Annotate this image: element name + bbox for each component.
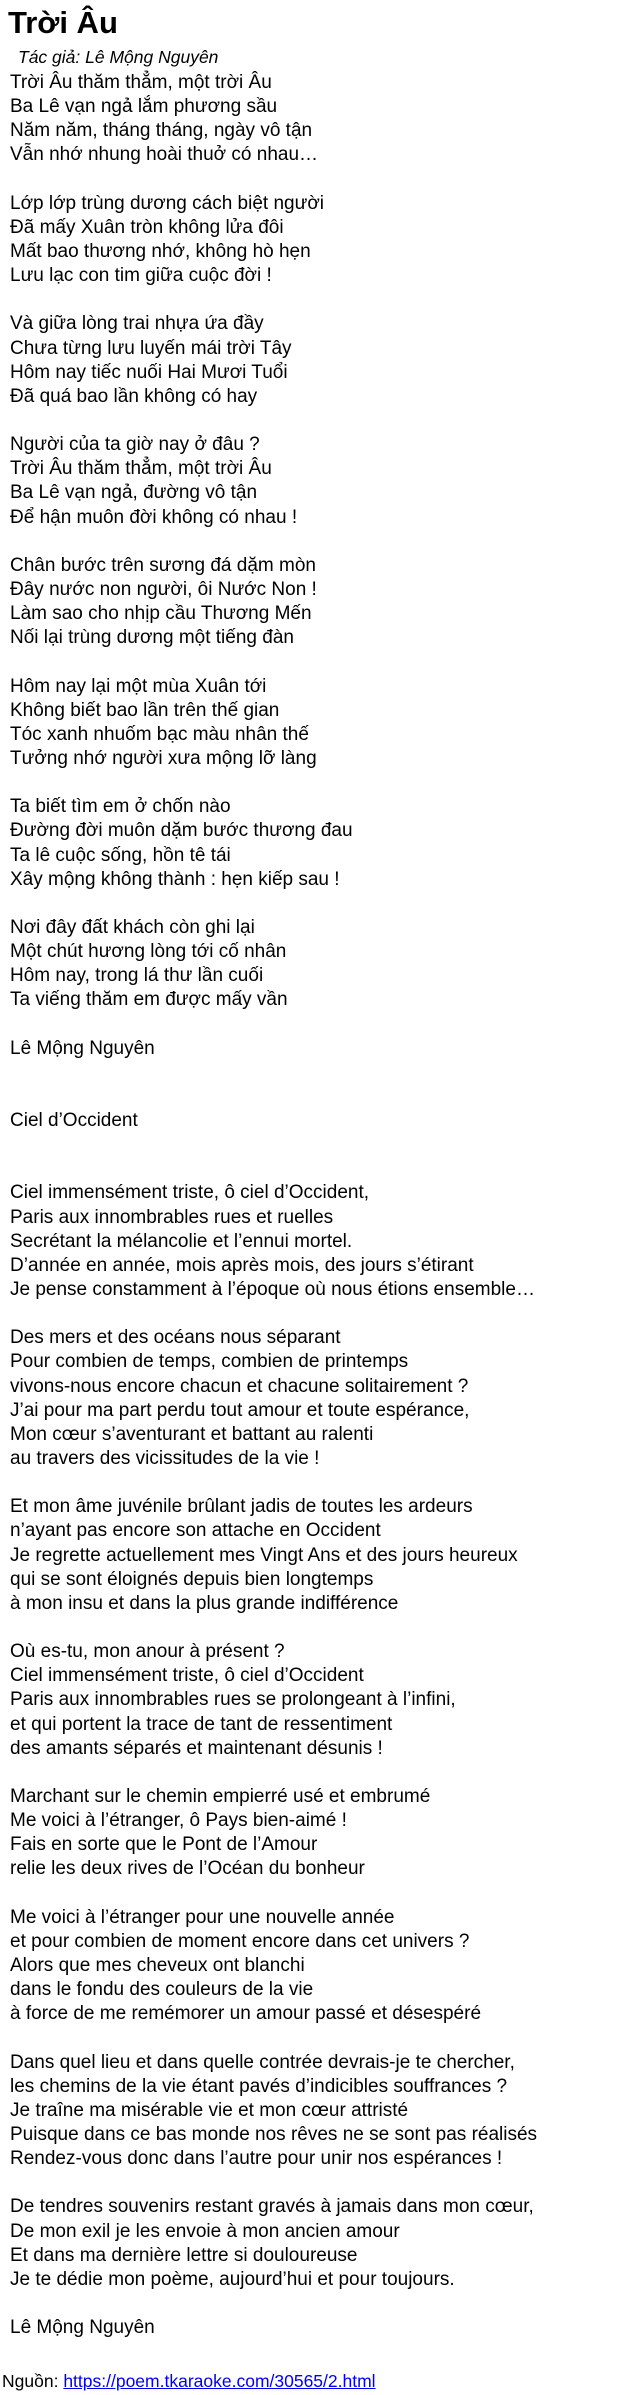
poem-line: Không biết bao lần trên thế gian (10, 699, 280, 721)
blank-line (10, 771, 537, 795)
poem-line: Đã quá bao lần không có hay (10, 385, 258, 407)
poem-line: Ciel immensément triste, ô ciel d’Occident (10, 1665, 364, 1687)
blank-line (10, 1302, 537, 1326)
poem-line: à mon insu et dans la plus grande indifférence (10, 1592, 399, 1614)
author-label: Tác giả: (18, 47, 81, 67)
poem-line: Dans quel lieu et dans quelle contrée devrais-je te chercher, (10, 2051, 515, 2073)
poem-line: Người của ta giờ nay ở đâu ? (10, 434, 260, 456)
poem-line: Lưu lạc con tim giữa cuộc đời ! (10, 265, 272, 287)
poem-line: Để hận muôn đời không có nhau ! (10, 506, 298, 528)
blank-line (10, 1471, 537, 1495)
poem-line: Je te dédie mon poème, aujourd’hui et pour toujours. (10, 2268, 455, 2290)
author-name: Lê Mộng Nguyên (85, 47, 219, 67)
poem-line: Alors que mes cheveux ont blanchi (10, 1954, 305, 1976)
author-line (18, 46, 218, 68)
blank-line (10, 1616, 537, 1640)
poem-line: D’année en année, mois après mois, des jours s’étirant (10, 1254, 474, 1276)
poem-line: Paris aux innombrables rues se prolongeant à l’infini, (10, 1689, 456, 1711)
poem-line: Tưởng nhớ người xưa mộng lỡ làng (10, 747, 317, 769)
poem-line: J’ai pour ma part perdu tout amour et toute espérance, (10, 1399, 470, 1421)
poem-line: Lê Mộng Nguyên (10, 1037, 155, 1059)
poem-title: Trời Âu (8, 5, 118, 40)
poem-line: Pour combien de temps, combien de printemps (10, 1351, 409, 1373)
poem-line: Làm sao cho nhịp cầu Thương Mến (10, 603, 312, 625)
blank-line (10, 1157, 537, 1181)
blank-line (10, 1012, 537, 1036)
source-link[interactable]: https://poem.tkaraoke.com/30565/2.html (63, 2371, 376, 2391)
blank-line (10, 1085, 537, 1109)
blank-line (10, 168, 537, 192)
poem-line: n’ayant pas encore son attache en Occident (10, 1520, 381, 1542)
poem-line: Chưa từng lưu luyến mái trời Tây (10, 337, 292, 359)
poem-line: Mất bao thương nhớ, không hò hẹn (10, 240, 311, 262)
blank-line (10, 288, 537, 312)
poem-line: Ba Lê vạn ngả, đường vô tận (10, 482, 258, 504)
poem-line: relie les deux rives de l’Océan du bonheur (10, 1858, 365, 1880)
poem-line: Đây nước non người, ôi Nước Non ! (10, 578, 317, 600)
poem-line: Fais en sorte que le Pont de l’Amour (10, 1834, 318, 1856)
poem-line: Nối lại trùng dương một tiếng đàn (10, 627, 294, 649)
poem-line: Je regrette actuellement mes Vingt Ans et des jours heureux (10, 1544, 518, 1566)
poem-line: Lớp lớp trùng dương cách biệt người (10, 192, 325, 214)
poem-line: Hôm nay, trong lá thư lần cuối (10, 965, 264, 987)
poem-line: Me voici à l’étranger, ô Pays bien-aimé ! (10, 1810, 347, 1832)
poem-line: Lê Mộng Nguyên (10, 2317, 155, 2339)
poem-line: Và giữa lòng trai nhựa ứa đầy (10, 313, 264, 335)
poem-line: Puisque dans ce bas monde nos rêves ne se sont pas réalisés (10, 2123, 538, 2145)
source-line (2, 2370, 376, 2392)
poem-line: Hôm nay tiếc nuối Hai Mươi Tuổi (10, 361, 288, 383)
poem-line: Des mers et des océans nous séparant (10, 1327, 341, 1349)
poem-line: Đã mấy Xuân tròn không lửa đôi (10, 216, 284, 238)
blank-line (10, 1133, 537, 1157)
blank-line (10, 650, 537, 674)
poem-line: Marchant sur le chemin empierré usé et embrumé (10, 1785, 431, 1807)
poem-line: et pour combien de moment encore dans cet univers ? (10, 1930, 470, 1952)
poem-line: Chân bước trên sương đá dặm mòn (10, 554, 316, 576)
poem-line: les chemins de la vie étant pavés d’indicibles souffrances ? (10, 2075, 508, 2097)
poem-line: Ciel immensément triste, ô ciel d’Occident, (10, 1182, 370, 1204)
blank-line (10, 2026, 537, 2050)
poem-line: Et mon âme juvénile brûlant jadis de toutes les ardeurs (10, 1496, 473, 1518)
poem-line: à force de me remémorer un amour passé et désespéré (10, 2003, 482, 2025)
poem-line: Tóc xanh nhuốm bạc màu nhân thế (10, 723, 309, 745)
source-label: Nguồn: (2, 2371, 59, 2391)
poem-line: Me voici à l’étranger pour une nouvelle année (10, 1906, 395, 1928)
blank-line (10, 1061, 537, 1085)
poem-line: Xây mộng không thành : hẹn kiếp sau ! (10, 868, 340, 890)
poem-line: Secrétant la mélancolie et l’ennui mortel. (10, 1230, 353, 1252)
poem-line: Trời Âu thăm thẳm, một trời Âu (10, 72, 272, 93)
poem-line: Ba Lê vạn ngả lắm phương sầu (10, 96, 278, 118)
poem-line: Mon cœur s’aventurant et battant au ralenti (10, 1423, 374, 1445)
poem-line: Nơi đây đất khách còn ghi lại (10, 916, 255, 938)
poem-line: Hôm nay lại một mùa Xuân tới (10, 675, 267, 697)
poem-line: De tendres souvenirs restant gravés à jamais dans mon cœur, (10, 2196, 534, 2218)
poem-line: des amants séparés et maintenant désunis ! (10, 1737, 383, 1759)
poem-line: Trời Âu thăm thẳm, một trời Âu (10, 458, 272, 480)
poem-line: au travers des vicissitudes de la vie ! (10, 1448, 320, 1470)
poem-line: Ta viếng thăm em được mấy vần (10, 989, 288, 1011)
blank-line (10, 2171, 537, 2195)
poem-line: Je pense constamment à l’époque où nous étions ensemble… (10, 1279, 535, 1301)
poem-body (10, 71, 537, 2340)
blank-line (10, 409, 537, 433)
poem-line: De mon exil je les envoie à mon ancien amour (10, 2220, 400, 2242)
poem-line: Ta biết tìm em ở chốn nào (10, 796, 231, 818)
poem-line: Ta lê cuộc sống, hồn tê tái (10, 844, 231, 866)
poem-line: Rendez-vous donc dans l’autre pour unir nos espérances ! (10, 2148, 503, 2170)
blank-line (10, 2292, 537, 2316)
poem-line: vivons-nous encore chacun et chacune solitairement ? (10, 1375, 469, 1397)
blank-line (10, 530, 537, 554)
poem-line: Je traîne ma misérable vie et mon cœur attristé (10, 2099, 409, 2121)
poem-line: qui se sont éloignés depuis bien longtemps (10, 1568, 374, 1590)
poem-line: Paris aux innombrables rues et ruelles (10, 1206, 334, 1228)
poem-line: Et dans ma dernière lettre si douloureuse (10, 2244, 358, 2266)
poem-line: Ciel d’Occident (10, 1110, 138, 1132)
blank-line (10, 892, 537, 916)
poem-line: Một chút hương lòng tới cố nhân (10, 941, 287, 963)
poem-line: Vẫn nhớ nhung hoài thuở có nhau… (10, 144, 319, 166)
poem-line: dans le fondu des couleurs de la vie (10, 1979, 314, 2001)
blank-line (10, 1761, 537, 1785)
poem-line: et qui portent la trace de tant de ressentiment (10, 1713, 393, 1735)
poem-line: Năm năm, tháng tháng, ngày vô tận (10, 120, 313, 142)
blank-line (10, 1882, 537, 1906)
poem-line: Où es-tu, mon anour à présent ? (10, 1641, 285, 1663)
poem-line: Đường đời muôn dặm bước thương đau (10, 820, 353, 842)
